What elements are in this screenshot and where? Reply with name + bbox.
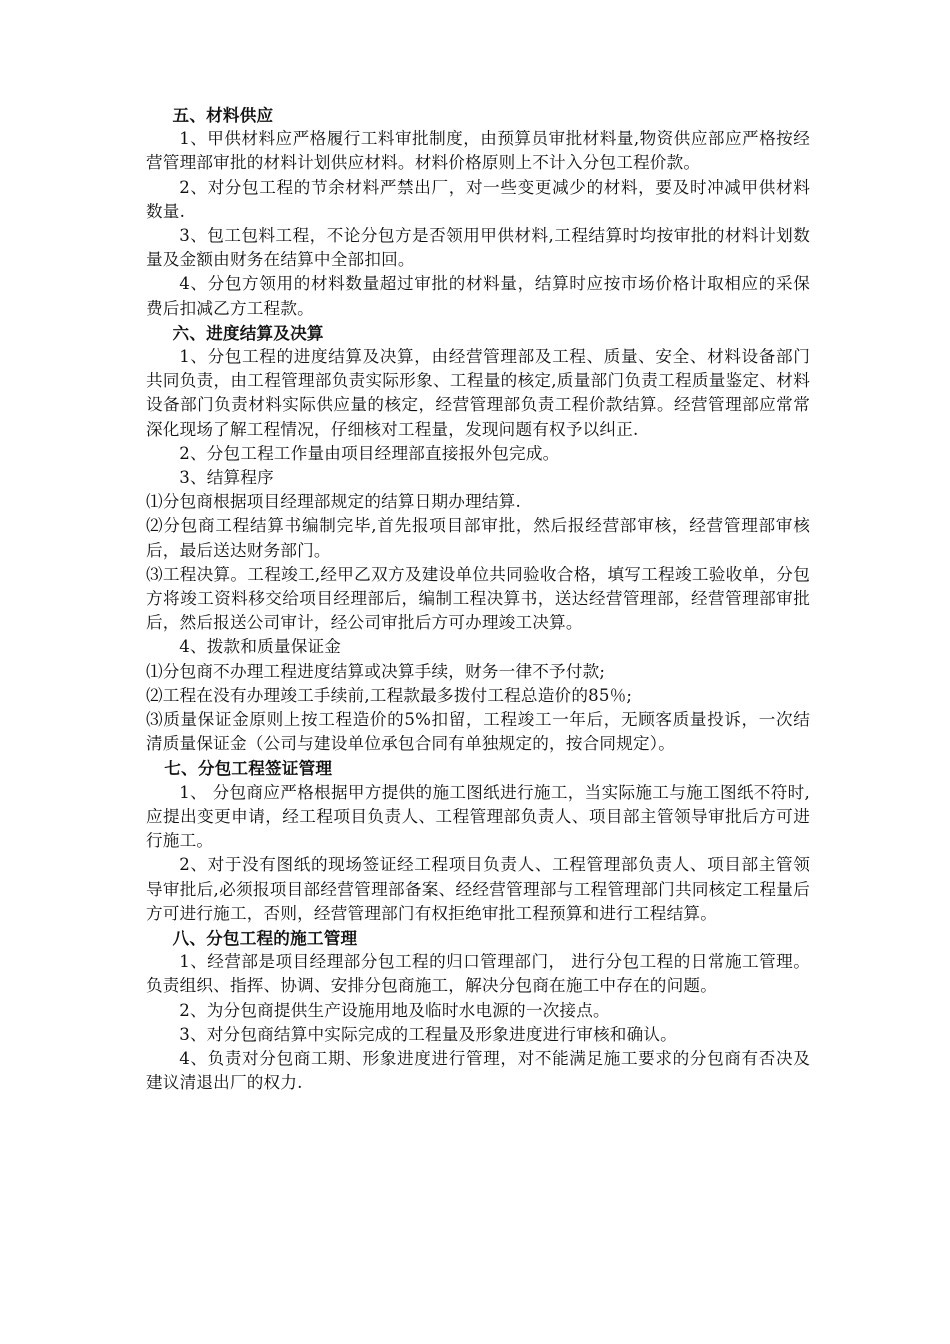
section-heading-settlement: 六、进度结算及决算 — [172, 322, 324, 343]
paragraph: 2、分包工程工作量由项目经理部直接报外包完成。 — [179, 443, 560, 463]
paragraph: 2、对于没有图纸的现场签证经工程项目负责人、工程管理部负责人、项目部主管领导审批后,必须报项目部经营管理部备案、经经营管理部与工程管理部门共同核定工程量后方可进行施工，否则，经营管理部门有权拒绝审批工程预算和进行工程结算。 — [146, 855, 810, 923]
list-item: ⑶质量保证金原则上按工程造价的5%扣留，工程竣工一年后，无顾客质量投诉，一次结清质量保证金（公司与建设单位承包合同有单独规定的，按合同规定）。 — [146, 710, 810, 754]
list-item: ⑴分包商根据项目经理部规定的结算日期办理结算. — [146, 492, 521, 512]
paragraph: 4、拨款和质量保证金 — [179, 637, 342, 657]
paragraph: 3、结算程序 — [179, 468, 274, 488]
paragraph: 1、经营部是项目经理部分包工程的归口管理部门， 进行分包工程的日常施工管理。负责组织、指挥、协调、安排分包商施工，解决分包商在施工中存在的问题。 — [146, 952, 810, 996]
list-item: ⑶工程决算。工程竣工,经甲乙双方及建设单位共同验收合格，填写工程竣工验收单，分包方将竣工资料移交给项目经理部后，编制工程决算书，送达经营管理部，经营管理部审批后，然后报送公司审计，经公司审批后方可办理竣工决算。 — [146, 564, 810, 633]
section-heading-visa-management: 七、分包工程签证管理 — [164, 758, 333, 779]
paragraph: 1、甲供材料应严格履行工料审批制度，由预算员审批材料量,物资供应部应严格按经营管理部审批的材料计划供应材料。材料价格原则上不计入分包工程价款。 — [146, 129, 810, 173]
section-heading-construction-management: 八、分包工程的施工管理 — [172, 927, 358, 948]
paragraph: 2、对分包工程的节余材料严禁出厂，对一些变更减少的材料，要及时冲减甲供材料数量. — [146, 177, 810, 221]
list-item: ⑴分包商不办理工程进度结算或决算手续，财务一律不予付款; — [146, 661, 606, 681]
list-item: ⑵工程在没有办理竣工手续前,工程款最多拨付工程总造价的85％; — [146, 685, 633, 705]
section-heading-materials: 五、材料供应 — [172, 105, 274, 125]
paragraph: 3、对分包商结算中实际完成的工程量及形象进度进行审核和确认。 — [179, 1024, 677, 1044]
paragraph: 1、 分包商应严格根据甲方提供的施工图纸进行施工，当实际施工与施工图纸不符时,应提出变更申请，经工程项目负责人、工程管理部负责人、项目部主管领导审批后方可进行施工。 — [146, 782, 810, 851]
paragraph: 2、为分包商提供生产设施用地及临时水电源的一次接点。 — [179, 1000, 610, 1020]
list-item: ⑵分包商工程结算书编制完毕,首先报项目部审批，然后报经营部审核，经营管理部审核后，最后送达财务部门。 — [146, 516, 810, 560]
document-page — [146, 103, 810, 1095]
paragraph: 4、负责对分包商工期、形象进度进行管理，对不能满足施工要求的分包商有否决及建议清退出厂的权力. — [146, 1048, 810, 1093]
paragraph: 3、包工包料工程，不论分包方是否领用甲供材料,工程结算时均按审批的材料计划数量及金额由财务在结算中全部扣回。 — [146, 226, 810, 270]
paragraph: 1、分包工程的进度结算及决算，由经营管理部及工程、质量、安全、材料设备部门共同负责，由工程管理部负责实际形象、工程量的核定,质量部门负责工程质量鉴定、材料设备部门负责材料实际供应量的核定，经营管理部负责工程价款结算。经营管理部应常常深化现场了解工程情况，仔细核对工程量，发现问题有权予以纠正. — [146, 347, 810, 439]
paragraph: 4、分包方领用的材料数量超过审批的材料量，结算时应按市场价格计取相应的采保费后扣减乙方工程款。 — [146, 274, 810, 318]
